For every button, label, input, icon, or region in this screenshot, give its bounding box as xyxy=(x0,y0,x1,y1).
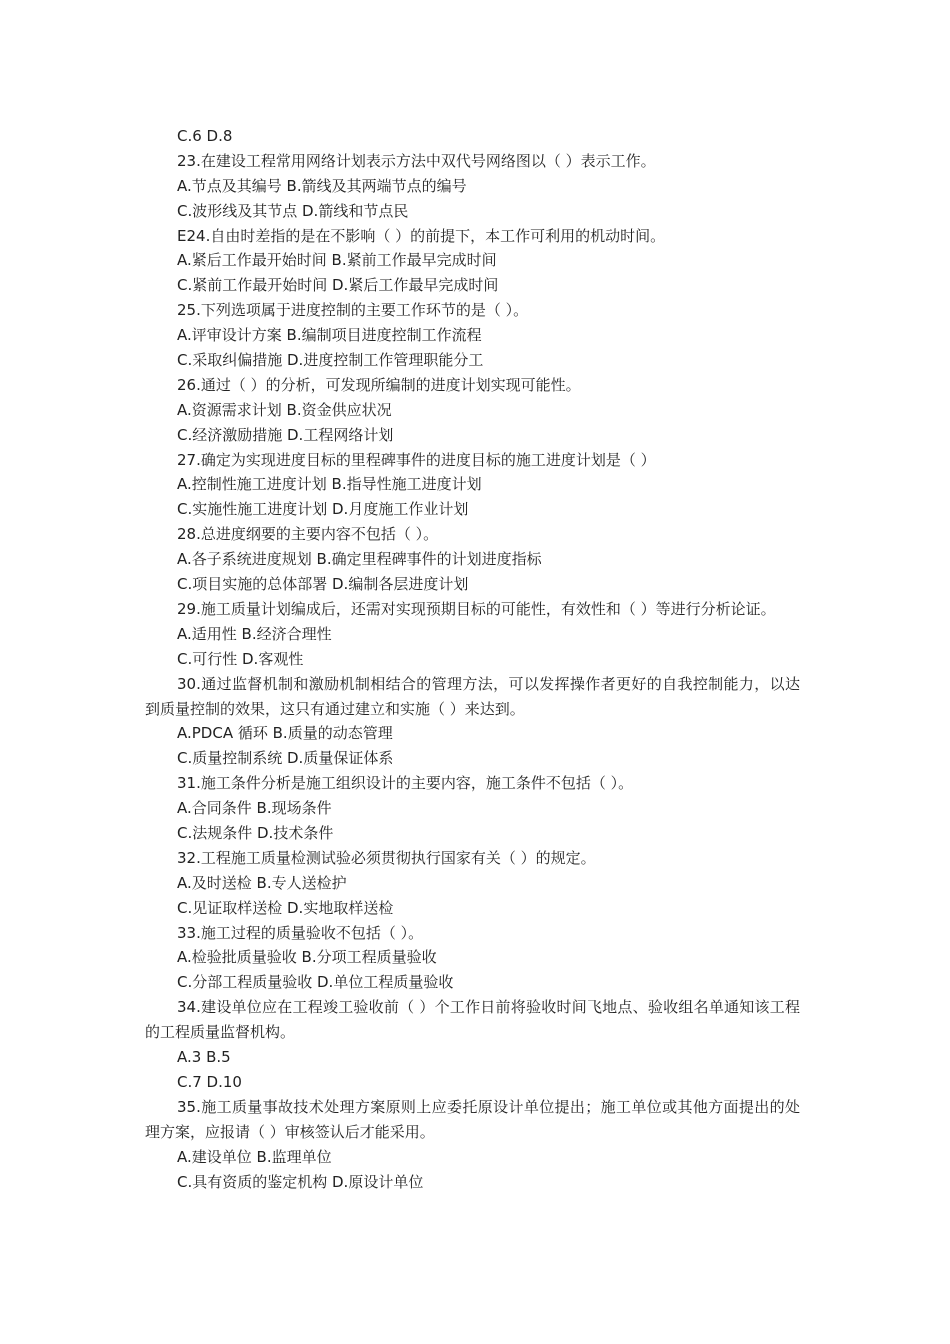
option-line: A.3 B.5 xyxy=(177,1048,231,1067)
option-line: C.波形线及其节点 D.箭线和节点民 xyxy=(177,201,409,220)
option-line: C.质量控制系统 D.质量保证体系 xyxy=(177,749,394,768)
option-line: A.资源需求计划 B.资金供应状况 xyxy=(177,400,392,419)
option-line: A.建设单位 B.监理单位 xyxy=(177,1147,332,1166)
question-line: E24.自由时差指的是在不影响（ ）的前提下，本工作可利用的机动时间。 xyxy=(177,226,666,245)
question-line: 23.在建设工程常用网络计划表示方法中双代号网络图以（ ）表示工作。 xyxy=(177,151,656,170)
option-line: A.评审设计方案 B.编制项目进度控制工作流程 xyxy=(177,326,482,345)
question-line: 25.下列选项属于进度控制的主要工作环节的是（ ）。 xyxy=(177,301,529,320)
option-line: C.6 D.8 xyxy=(177,127,233,145)
option-line: C.实施性施工进度计划 D.月度施工作业计划 xyxy=(177,500,469,519)
document-body xyxy=(145,124,800,1194)
question-paragraph: 29.施工质量计划编成后，还需对实现预期目标的可能性，有效性和（ ）等进行分析论证。 xyxy=(177,599,776,618)
option-line: A.各子系统进度规划 B.确定里程碑事件的计划进度指标 xyxy=(177,550,542,569)
option-line: C.分部工程质量验收 D.单位工程质量验收 xyxy=(177,973,454,992)
option-line: C.7 D.10 xyxy=(177,1072,242,1091)
question-line: 28.总进度纲要的主要内容不包括（ ）。 xyxy=(177,525,439,544)
option-line: C.采取纠偏措施 D.进度控制工作管理职能分工 xyxy=(177,351,484,370)
option-line: C.经济激励措施 D.工程网络计划 xyxy=(177,425,394,444)
option-line: C.法规条件 D.技术条件 xyxy=(177,823,334,842)
question-line: 31.施工条件分析是施工组织设计的主要内容，施工条件不包括（ ）。 xyxy=(177,774,634,793)
question-paragraph: 30.通过监督机制和激励机制相结合的管理方法，可以发挥操作者更好的自我控制能力，以达到质量控制的效果，这只有通过建立和实施（ ）来达到。 xyxy=(145,674,800,718)
option-line: A.节点及其编号 B.箭线及其两端节点的编号 xyxy=(177,176,467,195)
option-line: C.可行性 D.客观性 xyxy=(177,649,304,668)
option-line: A.及时送检 B.专人送检护 xyxy=(177,873,347,892)
question-paragraph: 35.施工质量事故技术处理方案原则上应委托原设计单位提出；施工单位或其他方面提出的处理方案，应报请（ ）审核签认后才能采用。 xyxy=(145,1097,800,1141)
option-line: A.合同条件 B.现场条件 xyxy=(177,799,332,818)
question-line: 27.确定为实现进度目标的里程碑事件的进度目标的施工进度计划是（ ） xyxy=(177,450,656,469)
option-line: C.紧前工作最开始时间 D.紧后工作最早完成时间 xyxy=(177,276,499,295)
option-line: A.PDCA 循环 B.质量的动态管理 xyxy=(177,724,393,743)
option-line: A.检验批质量验收 B.分项工程质量验收 xyxy=(177,948,437,967)
option-line: C.见证取样送检 D.实地取样送检 xyxy=(177,898,394,917)
question-line: 26.通过（ ）的分析，可发现所编制的进度计划实现可能性。 xyxy=(177,375,581,394)
option-line: C.具有资质的鉴定机构 D.原设计单位 xyxy=(177,1172,424,1191)
option-line: A.紧后工作最开始时间 B.紧前工作最早完成时间 xyxy=(177,251,497,270)
question-line: 33.施工过程的质量验收不包括（ ）。 xyxy=(177,923,424,942)
option-line: A.控制性施工进度计划 B.指导性施工进度计划 xyxy=(177,475,482,494)
option-line: A.适用性 B.经济合理性 xyxy=(177,624,332,643)
question-paragraph: 34.建设单位应在工程竣工验收前（ ）个工作日前将验收时间飞地点、验收组名单通知该工程的工程质量监督机构。 xyxy=(145,998,800,1042)
option-line: C.项目实施的总体部署 D.编制各层进度计划 xyxy=(177,575,469,594)
question-line: 32.工程施工质量检测试验必须贯彻执行国家有关（ ）的规定。 xyxy=(177,848,596,867)
